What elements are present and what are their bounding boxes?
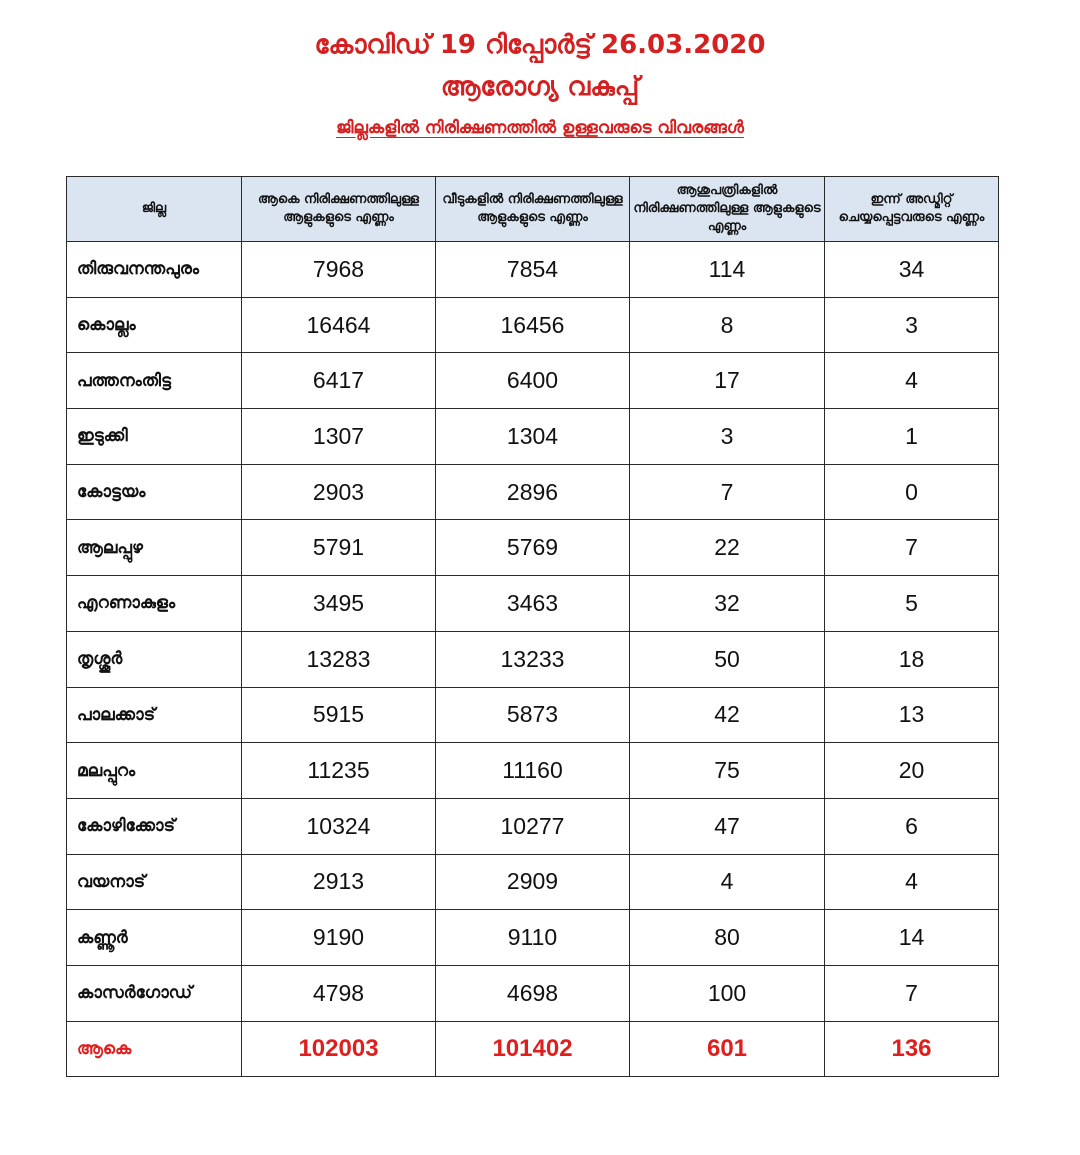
district-name: കൊല്ലം [67,297,242,353]
district-name: കണ്ണൂർ [67,910,242,966]
table-row [67,910,999,966]
admitted-today-cell: 0 [825,464,999,520]
district-name: തൃശ്ശൂർ [67,631,242,687]
table-row [67,409,999,465]
admitted-today-cell: 34 [825,242,999,298]
hospital-observation-cell: 3 [630,409,825,465]
hospital-observation-cell: 100 [630,965,825,1021]
total-observation-cell: 5915 [242,687,436,743]
district-name: കോട്ടയം [67,464,242,520]
hospital-observation-sum: 601 [630,1021,825,1077]
hospital-observation-cell: 32 [630,576,825,632]
table-row [67,687,999,743]
home-observation-cell: 10277 [436,798,630,854]
home-observation-cell: 16456 [436,297,630,353]
total-observation-cell: 4798 [242,965,436,1021]
total-observation-cell: 6417 [242,353,436,409]
header-home-observation: വീടുകളിൽ നിരിക്ഷണത്തിലുള്ള ആളുകളുടെ എണ്ണം [436,177,630,242]
hospital-observation-cell: 47 [630,798,825,854]
table-row [67,242,999,298]
total-observation-cell: 3495 [242,576,436,632]
admitted-today-cell: 3 [825,297,999,353]
admitted-today-cell: 5 [825,576,999,632]
district-name: എറണാകുളം [67,576,242,632]
home-observation-sum: 101402 [436,1021,630,1077]
admitted-today-cell: 18 [825,631,999,687]
total-observation-cell: 7968 [242,242,436,298]
total-observation-cell: 16464 [242,297,436,353]
hospital-observation-cell: 42 [630,687,825,743]
district-name: തിരുവനന്തപുരം [67,242,242,298]
home-observation-cell: 2896 [436,464,630,520]
district-name: പാലക്കാട് [67,687,242,743]
table-row [67,743,999,799]
admitted-today-cell: 1 [825,409,999,465]
hospital-observation-cell: 8 [630,297,825,353]
table-row [67,576,999,632]
home-observation-cell: 4698 [436,965,630,1021]
total-observation-cell: 2913 [242,854,436,910]
report-title: കോവിഡ് 19 റിപ്പോർട്ട് 26.03.2020 [314,30,766,60]
table-row [67,520,999,576]
home-observation-cell: 1304 [436,409,630,465]
header-total-under-observation: ആകെ നിരിക്ഷണത്തിലുള്ള ആളുകളുടെ എണ്ണം [242,177,436,242]
district-name: മലപ്പുറം [67,743,242,799]
table-header-row [67,177,999,242]
department-name: ആരോഗ്യ വകുപ്പ് [440,72,640,102]
table-row [67,798,999,854]
hospital-observation-cell: 7 [630,464,825,520]
admitted-today-cell: 6 [825,798,999,854]
admitted-today-cell: 14 [825,910,999,966]
home-observation-cell: 3463 [436,576,630,632]
total-observation-cell: 13283 [242,631,436,687]
admitted-today-cell: 20 [825,743,999,799]
hospital-observation-cell: 114 [630,242,825,298]
header-hospital-observation: ആശുപത്രികളിൽ നിരിക്ഷണത്തിലുള്ള ആളുകളുടെ എണ്ണം [630,177,825,242]
hospital-observation-cell: 22 [630,520,825,576]
district-surveillance-table [66,176,999,1077]
header-admitted-today: ഇന്ന് അഡ്മിറ്റ് ചെയ്യപ്പെട്ടവരുടെ എണ്ണം [825,177,999,242]
admitted-today-cell: 7 [825,520,999,576]
table-row [67,631,999,687]
table-row [67,297,999,353]
hospital-observation-cell: 17 [630,353,825,409]
table-row [67,965,999,1021]
district-name: ആലപ്പുഴ [67,520,242,576]
total-observation-cell: 2903 [242,464,436,520]
district-name: കാസർഗോഡ് [67,965,242,1021]
home-observation-cell: 5873 [436,687,630,743]
admitted-today-cell: 7 [825,965,999,1021]
admitted-today-sum: 136 [825,1021,999,1077]
district-name: വയനാട് [67,854,242,910]
header-district: ജില്ല [67,177,242,242]
district-name: പത്തനംതിട്ട [67,353,242,409]
total-observation-sum: 102003 [242,1021,436,1077]
home-observation-cell: 6400 [436,353,630,409]
hospital-observation-cell: 75 [630,743,825,799]
total-observation-cell: 10324 [242,798,436,854]
table-subtitle: ജില്ലകളിൽ നിരിക്ഷണത്തിൽ ഉള്ളവരുടെ വിവരങ്ങൾ [336,118,744,138]
home-observation-cell: 13233 [436,631,630,687]
home-observation-cell: 5769 [436,520,630,576]
hospital-observation-cell: 4 [630,854,825,910]
home-observation-cell: 9110 [436,910,630,966]
admitted-today-cell: 13 [825,687,999,743]
district-name: ഇടുക്കി [67,409,242,465]
total-row [67,1021,999,1077]
admitted-today-cell: 4 [825,353,999,409]
table-row [67,854,999,910]
total-label: ആകെ [67,1021,242,1077]
total-observation-cell: 1307 [242,409,436,465]
total-observation-cell: 9190 [242,910,436,966]
admitted-today-cell: 4 [825,854,999,910]
district-name: കോഴിക്കോട് [67,798,242,854]
hospital-observation-cell: 50 [630,631,825,687]
home-observation-cell: 2909 [436,854,630,910]
table-row [67,353,999,409]
hospital-observation-cell: 80 [630,910,825,966]
table-row [67,464,999,520]
total-observation-cell: 11235 [242,743,436,799]
home-observation-cell: 11160 [436,743,630,799]
total-observation-cell: 5791 [242,520,436,576]
home-observation-cell: 7854 [436,242,630,298]
